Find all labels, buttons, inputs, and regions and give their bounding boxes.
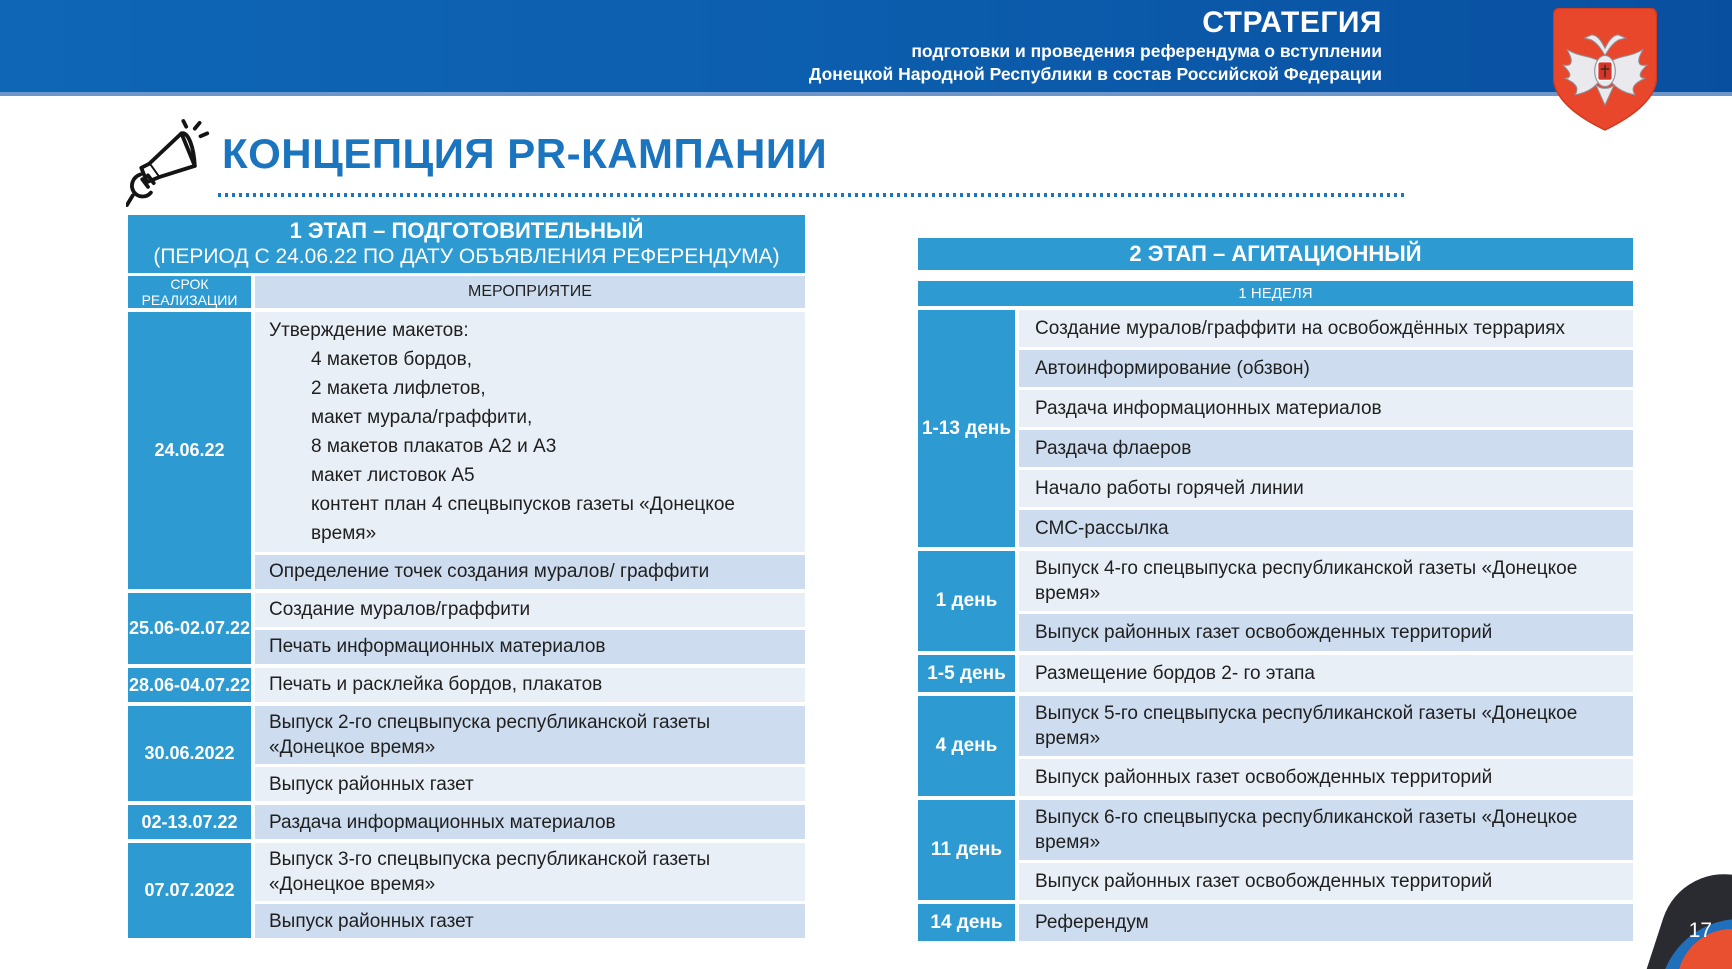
event-cell: Печать и расклейка бордов, плакатов <box>255 668 805 702</box>
date-cell: 1-5 день <box>918 655 1015 692</box>
stage1-period: (ПЕРИОД С 24.06.22 ПО ДАТУ ОБЪЯВЛЕНИЯ РЕФЕРЕНДУМА) <box>153 245 780 268</box>
dotted-divider <box>218 193 1408 197</box>
event-cell: Создание муралов/граффити на освобождённых террариях <box>1019 310 1633 347</box>
event-cell: Выпуск районных газет освобожденных территорий <box>1019 614 1633 651</box>
date-cell: 11 день <box>918 800 1015 900</box>
table-row-group <box>918 310 1633 547</box>
stage1-table <box>128 215 805 938</box>
header-text-block <box>809 6 1382 86</box>
event-cell: Выпуск районных газет освобожденных территорий <box>1019 863 1633 900</box>
event-cell: Референдум <box>1019 904 1633 941</box>
event-line: Утверждение макетов: <box>269 320 469 341</box>
dnr-coat-of-arms-icon <box>1553 8 1657 132</box>
stage1-column-headers <box>128 276 805 308</box>
event-cells <box>255 593 805 664</box>
stage1-header <box>128 215 805 273</box>
event-cell: Определение точек создания муралов/ граффити <box>255 555 805 589</box>
event-cells <box>255 843 805 938</box>
event-line: контент план 4 спецвыпусков газеты «Донецкое время» <box>311 494 735 544</box>
table-row-group <box>128 593 805 664</box>
event-cell: Выпуск районных газет освобожденных территорий <box>1019 759 1633 796</box>
page-number: 17 <box>1688 919 1712 942</box>
event-cell: Выпуск районных газет <box>255 904 805 938</box>
event-cells <box>255 312 805 589</box>
stage2-title: 2 ЭТАП – АГИТАЦИОННЫЙ <box>918 238 1633 270</box>
event-cell: Раздача информационных материалов <box>1019 390 1633 427</box>
table-row-group <box>128 805 805 839</box>
date-cell: 1 день <box>918 551 1015 651</box>
event-cell <box>255 312 805 552</box>
table-row-group <box>128 312 805 589</box>
event-cell: Выпуск 3-го спецвыпуска республиканской газеты «Донецкое время» <box>255 843 805 901</box>
table-row-group <box>128 668 805 702</box>
event-cell: Выпуск 5-го спецвыпуска республиканской газеты «Донецкое время» <box>1019 696 1633 756</box>
strategy-subtitle-line2: Донецкой Народной Республики в состав Российской Федерации <box>808 64 1382 84</box>
date-cell: 30.06.2022 <box>128 706 251 801</box>
stage1-title: 1 ЭТАП – ПОДГОТОВИТЕЛЬНЫЙ <box>289 218 644 243</box>
table-row-group <box>918 800 1633 900</box>
stage2-week-subtitle: 1 НЕДЕЛЯ <box>918 281 1633 306</box>
strategy-title: СТРАТЕГИЯ <box>1202 6 1382 39</box>
event-cell: СМС-рассылка <box>1019 510 1633 547</box>
date-cell: 07.07.2022 <box>128 843 251 938</box>
table-row-group <box>128 843 805 938</box>
event-cell: Создание муралов/граффити <box>255 593 805 627</box>
event-cell: Раздача флаеров <box>1019 430 1633 467</box>
column-header-event: МЕРОПРИЯТИЕ <box>255 276 805 308</box>
table-row-group <box>918 551 1633 651</box>
event-cells <box>1019 655 1633 692</box>
event-line: 8 макетов плакатов А2 и А3 <box>311 436 557 457</box>
event-line: 2 макета лифлетов, <box>311 378 486 399</box>
event-cell: Выпуск 2-го спецвыпуска республиканской газеты «Донецкое время» <box>255 706 805 764</box>
date-cell: 1-13 день <box>918 310 1015 547</box>
event-cell: Печать информационных материалов <box>255 630 805 664</box>
date-cell: 02-13.07.22 <box>128 805 251 839</box>
table-row-group <box>128 706 805 801</box>
event-cell: Раздача информационных материалов <box>255 805 805 839</box>
strategy-subtitle-line1: подготовки и проведения референдума о вступлении <box>911 41 1382 61</box>
event-cell: Выпуск 6-го спецвыпуска республиканской газеты «Донецкое время» <box>1019 800 1633 860</box>
date-cell: 28.06-04.07.22 <box>128 668 251 702</box>
event-line: 4 макетов бордов, <box>311 349 472 370</box>
event-cells <box>1019 551 1633 651</box>
event-cell: Автоинформирование (обзвон) <box>1019 350 1633 387</box>
table-row-group <box>918 655 1633 692</box>
stage2-groups <box>918 310 1633 941</box>
stage1-groups <box>128 312 805 938</box>
event-cells <box>255 805 805 839</box>
event-cells <box>1019 310 1633 547</box>
event-cells <box>1019 800 1633 900</box>
date-cell: 24.06.22 <box>128 312 251 589</box>
table-row-group <box>918 904 1633 941</box>
event-cell: Выпуск районных газет <box>255 767 805 801</box>
event-line: макет листовок А5 <box>311 465 475 486</box>
megaphone-icon <box>126 118 212 208</box>
event-cells <box>255 706 805 801</box>
event-cells <box>1019 696 1633 796</box>
event-cell: Размещение бордов 2- го этапа <box>1019 655 1633 692</box>
column-header-term: СРОК РЕАЛИЗАЦИИ <box>128 276 251 308</box>
event-line: макет мурала/граффити, <box>311 407 533 428</box>
date-cell: 4 день <box>918 696 1015 796</box>
table-row-group <box>918 696 1633 796</box>
page-title: КОНЦЕПЦИЯ PR-КАМПАНИИ <box>222 130 828 177</box>
event-cell: Выпуск 4-го спецвыпуска республиканской газеты «Донецкое время» <box>1019 551 1633 611</box>
event-cells <box>255 668 805 702</box>
stage2-table <box>918 238 1633 941</box>
date-cell: 25.06-02.07.22 <box>128 593 251 664</box>
event-cells <box>1019 904 1633 941</box>
date-cell: 14 день <box>918 904 1015 941</box>
event-cell: Начало работы горячей линии <box>1019 470 1633 507</box>
